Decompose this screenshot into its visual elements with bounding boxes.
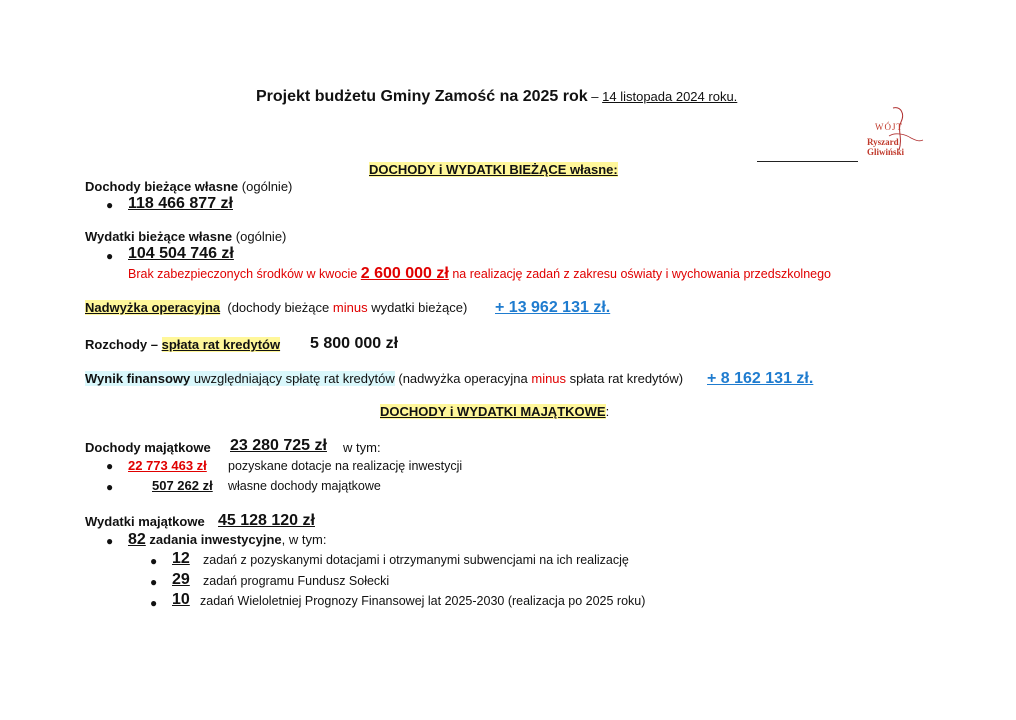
subtask-count: 29: [172, 571, 190, 588]
outflow-highlight: spłata rat kredytów: [161, 337, 281, 352]
surplus-row: Nadwyżka operacyjna (dochody bieżące minus wydatki bieżące): [85, 300, 468, 315]
result-row: Wynik finansowy uwzględniający spłatę rat kredytów (nadwyżka operacyjna minus spłata rat kredytów): [85, 371, 684, 386]
outflow-row: Rozchody – spłata rat kredytów: [85, 337, 281, 352]
current-income-value: 118 466 877 zł: [128, 195, 233, 212]
capital-section-heading: DOCHODY i WYDATKI MAJĄTKOWE:: [380, 404, 610, 419]
shortfall-amount: 2 600 000 zł: [360, 265, 449, 282]
subtask-text: zadań Wieloletniej Prognozy Finansowej lat 2025-2030 (realizacja po 2025 roku): [200, 594, 646, 608]
current-expense-label: Wydatki bieżące własne (ogólnie): [85, 229, 287, 244]
capital-item-text: pozyskane dotacje na realizację inwestycji: [228, 459, 463, 473]
tasks-row: 82 zadania inwestycyjne, w tym:: [128, 531, 327, 548]
bullet: ●: [106, 249, 114, 263]
bullet: ●: [150, 596, 158, 610]
surplus-value: + 13 962 131 zł.: [495, 299, 611, 316]
subtask-text: zadań programu Fundusz Sołecki: [203, 574, 390, 588]
capital-item-text: własne dochody majątkowe: [228, 479, 381, 493]
bullet: ●: [150, 575, 158, 589]
outflow-value: 5 800 000 zł: [310, 335, 399, 352]
page-title: [256, 88, 737, 106]
signature-name: Ryszard Gliwiński: [867, 137, 905, 157]
current-expense-value: 104 504 746 zł: [128, 245, 234, 262]
capital-income-label: Dochody majątkowe: [85, 440, 211, 455]
current-income-label: Dochody bieżące własne (ogólnie): [85, 179, 293, 194]
signature-title: WÓJT: [875, 122, 903, 132]
title-date: 14 listopada 2024 roku.: [602, 89, 738, 104]
capital-item-amount: 507 262 zł: [152, 478, 213, 493]
current-section-heading: DOCHODY i WYDATKI BIEŻĄCE własne:: [369, 162, 618, 177]
signature-line: [757, 161, 858, 162]
bullet: ●: [150, 554, 158, 568]
signature-stamp: [861, 104, 931, 160]
capital-expense-label: Wydatki majątkowe: [85, 514, 205, 529]
title-main: Projekt budżetu Gminy Zamość na 2025 rok: [256, 88, 588, 105]
capital-item-amount: 22 773 463 zł: [128, 458, 207, 473]
capital-expense-value: 45 128 120 zł: [218, 512, 315, 529]
bullet: ●: [106, 459, 114, 473]
bullet: ●: [106, 198, 114, 212]
result-label: Wynik finansowy: [85, 371, 191, 386]
tasks-count: 82: [128, 531, 146, 548]
subtask-count: 12: [172, 550, 190, 567]
surplus-label: Nadwyżka operacyjna: [85, 300, 221, 315]
bullet: ●: [106, 534, 114, 548]
subtask-text: zadań z pozyskanymi dotacjami i otrzymanymi subwencjami na ich realizację: [203, 553, 629, 567]
bullet: ●: [106, 480, 114, 494]
shortfall-note: Brak zabezpieczonych środków w kwocie 2 600 000 zł na realizację zadań z zakresu oświaty i wychowania przedszkolnego: [128, 265, 831, 282]
result-value: + 8 162 131 zł.: [707, 370, 814, 387]
title-dash: –: [587, 89, 603, 104]
capital-income-value: 23 280 725 zł: [230, 437, 327, 454]
capital-income-suffix: w tym:: [343, 440, 381, 455]
subtask-count: 10: [172, 591, 190, 608]
